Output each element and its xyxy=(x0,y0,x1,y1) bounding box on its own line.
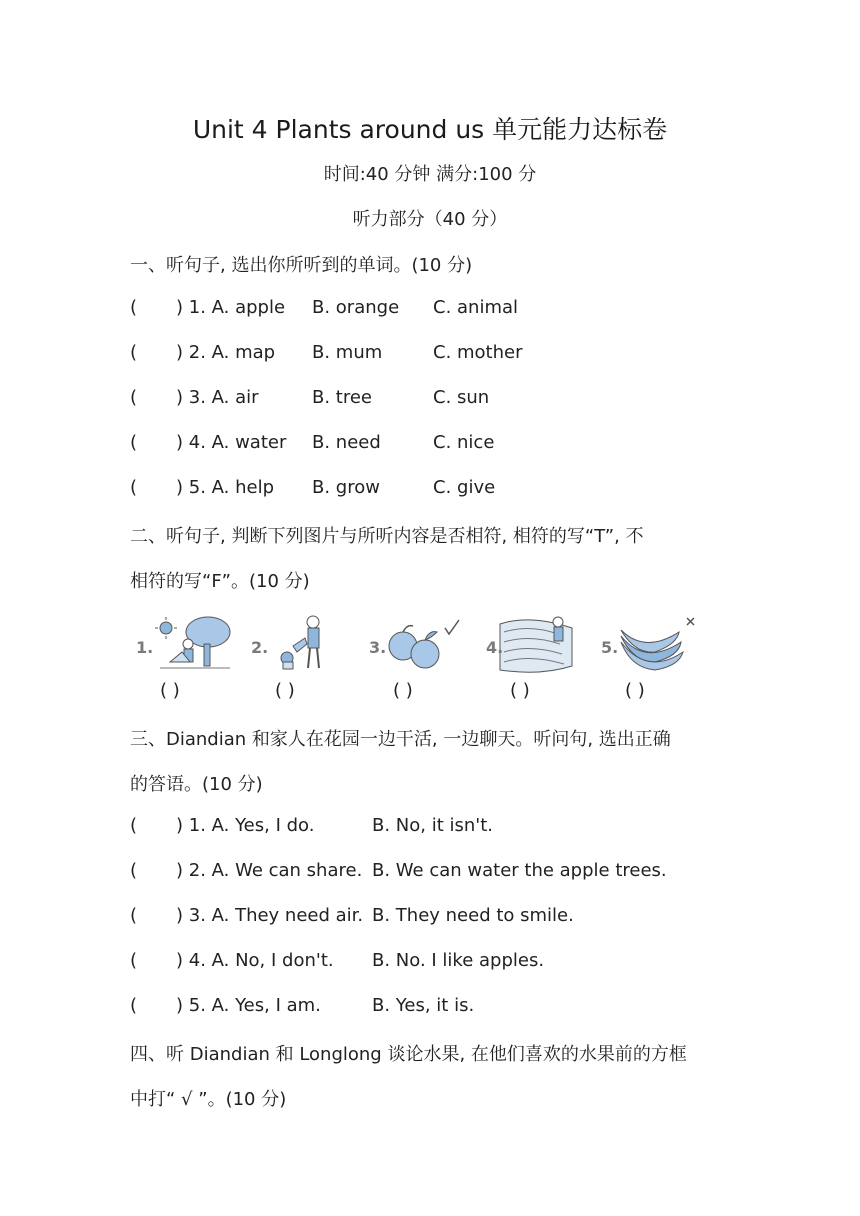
picture-number: 3. xyxy=(369,638,387,657)
picture-4 xyxy=(480,610,590,705)
picture-row xyxy=(130,610,720,705)
option-a: ) 1. A. apple xyxy=(176,297,286,318)
option-b: B. They need to smile. xyxy=(372,905,574,926)
answer-blank[interactable]: ( xyxy=(130,477,138,498)
answer-blank[interactable]: ( xyxy=(130,905,138,926)
part3-question-5 xyxy=(130,995,750,1023)
option-c: C. nice xyxy=(433,432,495,453)
part3-question-3 xyxy=(130,905,750,933)
part2-heading-line2: 相符的写“F”。(10 分) xyxy=(130,571,310,592)
option-c: C. sun xyxy=(433,387,490,408)
picture-answer-blank[interactable]: ( ) xyxy=(275,680,295,701)
picture-answer-blank[interactable]: ( ) xyxy=(625,680,645,701)
part1-question-4 xyxy=(130,432,750,460)
option-b: B. No. I like apples. xyxy=(372,950,545,971)
part1-question-5 xyxy=(130,477,750,505)
part3-question-1 xyxy=(130,815,750,843)
picture-number: 2. xyxy=(251,638,269,657)
answer-blank[interactable]: ( xyxy=(130,950,138,971)
option-b: B. No, it isn't. xyxy=(372,815,494,836)
option-b: B. grow xyxy=(312,477,380,498)
answer-blank[interactable]: ( xyxy=(130,860,138,881)
picture-number: 1. xyxy=(136,638,154,657)
picture-1 xyxy=(130,610,240,705)
option-a: ) 3. A. They need air. xyxy=(176,905,364,926)
page-title: Unit 4 Plants around us 单元能力达标卷 xyxy=(192,115,668,144)
part2-heading-line1: 二、听句子, 判断下列图片与所听内容是否相符, 相符的写“T”, 不 xyxy=(130,526,644,547)
answer-blank[interactable]: ( xyxy=(130,432,138,453)
option-a: ) 1. A. Yes, I do. xyxy=(176,815,315,836)
picture-answer-blank[interactable]: ( ) xyxy=(510,680,530,701)
picture-2 xyxy=(245,610,355,705)
part3-question-2 xyxy=(130,860,750,888)
part3-question-4 xyxy=(130,950,750,978)
option-a: ) 4. A. water xyxy=(176,432,287,453)
picture-number: 4. xyxy=(486,638,504,657)
time-info: 时间:40 分钟 满分:100 分 xyxy=(323,164,537,185)
part3-heading-line2: 的答语。(10 分) xyxy=(130,774,263,795)
option-a: ) 4. A. No, I don't. xyxy=(176,950,334,971)
option-a: ) 2. A. We can share. xyxy=(176,860,363,881)
part4-heading-line1: 四、听 Diandian 和 Longlong 谈论水果, 在他们喜欢的水果前的方框 xyxy=(130,1044,687,1065)
option-a: ) 3. A. air xyxy=(176,387,259,408)
option-b: B. We can water the apple trees. xyxy=(372,860,667,881)
option-a: ) 5. A. Yes, I am. xyxy=(176,995,321,1016)
option-a: ) 2. A. map xyxy=(176,342,276,363)
part1-question-2 xyxy=(130,342,750,370)
option-b: B. need xyxy=(312,432,381,453)
option-b: B. tree xyxy=(312,387,373,408)
answer-blank[interactable]: ( xyxy=(130,297,138,318)
option-b: B. orange xyxy=(312,297,400,318)
picture-number: 5. xyxy=(601,638,619,657)
answer-blank[interactable]: ( xyxy=(130,342,138,363)
picture-5 xyxy=(595,610,705,705)
answer-blank[interactable]: ( xyxy=(130,815,138,836)
picture-answer-blank[interactable]: ( ) xyxy=(160,680,180,701)
part1-heading: 一、听句子, 选出你所听到的单词。(10 分) xyxy=(130,255,473,276)
option-a: ) 5. A. help xyxy=(176,477,274,498)
option-c: C. give xyxy=(433,477,496,498)
answer-blank[interactable]: ( xyxy=(130,995,138,1016)
picture-3 xyxy=(363,610,473,705)
option-b: B. Yes, it is. xyxy=(372,995,475,1016)
part3-heading-line1: 三、Diandian 和家人在花园一边干活, 一边聊天。听问句, 选出正确 xyxy=(130,729,671,750)
part4-heading-line2: 中打“ √ ”。(10 分) xyxy=(130,1089,287,1110)
option-c: C. mother xyxy=(433,342,523,363)
picture-answer-blank[interactable]: ( ) xyxy=(393,680,413,701)
option-c: C. animal xyxy=(433,297,519,318)
answer-blank[interactable]: ( xyxy=(130,387,138,408)
section-title: 听力部分（40 分） xyxy=(352,209,508,230)
part1-question-3 xyxy=(130,387,750,415)
part1-question-1 xyxy=(130,297,750,325)
option-b: B. mum xyxy=(312,342,383,363)
